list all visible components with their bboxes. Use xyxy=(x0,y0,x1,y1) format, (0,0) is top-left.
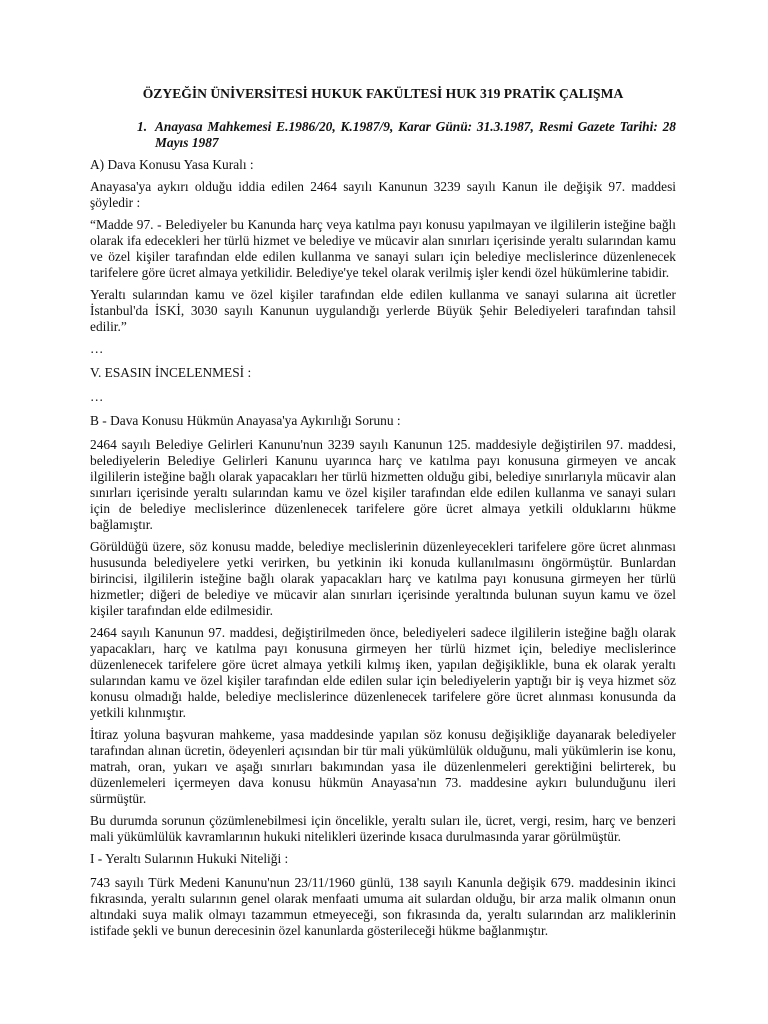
paragraph: 743 sayılı Türk Medeni Kanunu'nun 23/11/1960 günlü, 138 sayılı Kanunla değişik 679. maddesinin ikinci fıkrasında, yeraltı sularının genel olarak menfaati umuma ait sulardan olduğu, bir arza malik olmanın onun altındaki suya malik olmayı tazammun etmeyeceği, son fıkrasında da, yeraltı sularından arz maliklerinin istifade şekli ve bunun derecesinin özel kanunlarda gösterileceği hükme bağlanmıştır. xyxy=(90,875,676,938)
ellipsis: … xyxy=(90,389,104,404)
case-citation-text: Anayasa Mahkemesi E.1986/20, K.1987/9, Karar Günü: 31.3.1987, Resmi Gazete Tarihi: 28 Mayıs 1987 xyxy=(155,119,676,150)
paragraph: Anayasa'ya aykırı olduğu iddia edilen 2464 sayılı Kanunun 3239 sayılı Kanun ile değişik 97. maddesi şöyledir : xyxy=(90,179,676,210)
paragraph: Bu durumda sorunun çözümlenebilmesi için öncelikle, yeraltı suları ile, ücret, vergi, resim, harç ve benzeri mali yükümlülük kavramlarının hukuki nitelikleri üzerinde kısaca durulmasında yarar görülmüştür. xyxy=(90,813,676,844)
section-heading-a: A) Dava Konusu Yasa Kuralı : xyxy=(90,157,254,172)
section-heading-b: B - Dava Konusu Hükmün Anayasa'ya Aykırılığı Sorunu : xyxy=(90,413,401,428)
paragraph: Görüldüğü üzere, söz konusu madde, belediye meclislerinin düzenleyecekleri tarifelere göre ücret alınması hususunda belediyelere yetki verirken, bu yetkinin iki konuda kullanılmasını öngörmüştür. Bunlardan birincisi, ilgililerin isteğine bağlı olarak yapacakları harç ve katılma payı konusuna girmeyen her türlü hizmetler; diğeri de belediye ve mücavir alan sınırları içerisinde yeraltında bulunan suyun kamu ve özel kişiler tarafından elde edilmesidir. xyxy=(90,539,676,618)
section-heading-v: V. ESASIN İNCELENMESİ : xyxy=(90,365,252,380)
section-heading-i: I - Yeraltı Sularının Hukuki Niteliği : xyxy=(90,851,289,866)
paragraph: İtiraz yoluna başvuran mahkeme, yasa maddesinde yapılan söz konusu değişikliğe dayanarak belediyeler tarafından alınan ücretin, ödeyenleri açısından bir tür mali yükümlülük olduğunu, mali yükümlerin ise konu, matrah, oran, yukarı ve aşağı sınırları bakımından yasa ile düzenlenmeleri gerektiğini belirterek, bu düzenlemeleri içermeyen dava konusu hükmün Anayasa'nın 73. maddesine aykırı bulunduğunu ileri sürmüştür. xyxy=(90,727,676,806)
paragraph: 2464 sayılı Kanunun 97. maddesi, değiştirilmeden önce, belediyeleri sadece ilgililerin isteğine bağlı olarak yapacakları, harç ve katılma payı konusuna girmeyen her türlü hizmet için, belediye meclislerince düzenlenecek tarifelere göre ücret almaya yetkili kılmış iken, yapılan değişiklikle, buna ek olarak yeraltı sularından kamu ve özel kişiler tarafından elde edilen sular için belediyelerin yaptığı bir iş veya hizmet söz konusu olmadığı halde, belediye meclislerince düzenlenecek tarifelere göre ücret alınması konusunda da yetkili kılınmıştır. xyxy=(90,625,676,720)
case-number: 1. xyxy=(137,119,148,134)
paragraph: 2464 sayılı Belediye Gelirleri Kanunu'nun 3239 sayılı Kanunun 125. maddesiyle değiştirilen 97. maddesi, belediyelerin Belediye Gelirleri Kanunu uyarınca harç ve katılma payı konusuna girmeyen ve ancak ilgililerin isteğine bağlı olarak yapacakları her türlü hizmetten olduğu gibi, belediye sınırlarıyla mücavir alan sınırları içerisinde yeraltı sularından kamu ve özel kişiler tarafından elde edilen kullanma ve sanayi suları için de belediye meclislerince düzenlenecek tarifelere göre ücret almaya yetkili olduklarını hükme bağlamıştır. xyxy=(90,437,676,532)
case-citation xyxy=(90,119,676,151)
quoted-article-continued: Yeraltı sularından kamu ve özel kişiler tarafından elde edilen kullanma ve sanayi sularına ait ücretler İstanbul'da İSKİ, 3030 sayılı Kanunun uygulandığı yerlerde Büyük Şehir Belediyeleri tarafından tahsil edilir.” xyxy=(90,287,676,334)
ellipsis: … xyxy=(90,341,104,356)
quoted-article: “Madde 97. - Belediyeler bu Kanunda harç veya katılma payı konusu yapılmayan ve ilgililerin isteğine bağlı olarak ifa edecekleri her türlü hizmet ve belediye ve mücavir alan sınırları içerisinde yeraltı sularından kamu ve özel kişiler tarafından elde edilen kullanma ve sanayi suları için belediye meclislerince düzenlenecek tarifelere göre ücret almaya yetkilidir. Belediye'ye tekel olarak verilmiş işler kendi özel hükümlerine tabidir. xyxy=(90,217,676,280)
document-title: ÖZYEĞİN ÜNİVERSİTESİ HUKUK FAKÜLTESİ HUK 319 PRATİK ÇALIŞMA xyxy=(142,86,624,101)
